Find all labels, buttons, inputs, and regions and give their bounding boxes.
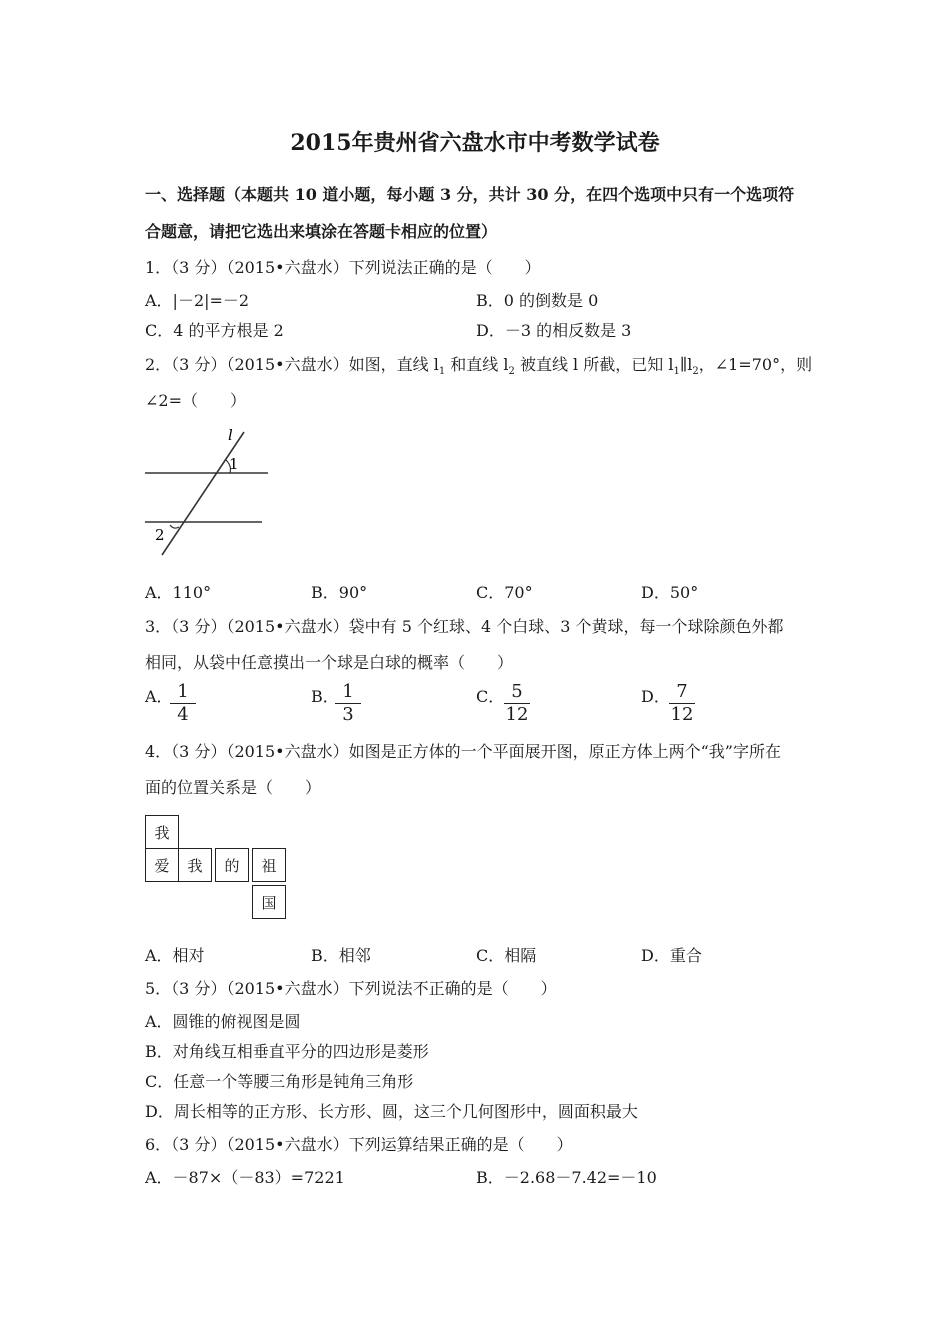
denominator: 3: [342, 704, 354, 725]
question-2-stem-part: ，∠1=70°，则: [698, 355, 813, 374]
net-cell-bottom: 国: [252, 885, 286, 919]
question-3-stem-line1: 3．（3 分）（2015•六盘水）袋中有 5 个红球、4 个白球、3 个黄球，每一个球除颜色外都: [145, 617, 784, 636]
question-4-option-d: D．重合: [641, 946, 702, 965]
question-4-option-b: B．相邻: [311, 946, 371, 965]
label-angle-1: 1: [229, 455, 239, 473]
net-cell-row-1: 爱: [145, 848, 179, 882]
question-6-option-a: A．－87×（－83）=7221: [145, 1168, 345, 1187]
net-cell-top: 我: [145, 815, 179, 849]
question-4-stem-line2: 面的位置关系是（ ）: [145, 778, 322, 797]
question-6-stem: 6．（3 分）（2015•六盘水）下列运算结果正确的是（ ）: [145, 1135, 573, 1154]
numerator: 7: [669, 681, 695, 704]
section-heading-line1: 一、选择题（本题共 10 道小题，每小题 3 分，共计 30 分，在四个选项中只有一个选项符: [145, 185, 795, 204]
question-2-option-c: C．70°: [476, 583, 533, 602]
question-3-option-b-label: B．: [311, 687, 339, 706]
parallel-lines-figure: [140, 422, 275, 562]
question-3-option-c-label: C．: [476, 687, 505, 706]
question-3-option-a-fraction: [170, 681, 196, 726]
numerator: 5: [504, 681, 530, 704]
question-1-option-c: C．4 的平方根是 2: [145, 321, 284, 340]
question-3-option-a-label: A．: [145, 687, 173, 706]
label-angle-2: 2: [155, 526, 165, 544]
net-cell-row-4: 祖: [252, 848, 286, 882]
question-4-option-a: A．相对: [145, 946, 205, 965]
question-3-option-b-fraction: [335, 681, 361, 726]
label-l: l: [228, 426, 233, 444]
question-2-stem-part: 和直线 l: [445, 355, 509, 374]
question-5-stem: 5．（3 分）（2015•六盘水）下列说法不正确的是（ ）: [145, 979, 557, 998]
question-6-option-b: B．－2.68－7.42=－10: [476, 1168, 657, 1187]
question-4-option-c: C．相隔: [476, 946, 537, 965]
question-5-option-a: A．圆锥的俯视图是圆: [145, 1012, 301, 1031]
question-5-option-c: C．任意一个等腰三角形是钝角三角形: [145, 1072, 414, 1091]
denominator: 12: [505, 704, 529, 725]
denominator: 12: [670, 704, 694, 725]
net-cell-row-3: 的: [215, 848, 249, 882]
question-2-stem-line2: ∠2=（ ）: [145, 391, 246, 410]
question-2-option-b: B．90°: [311, 583, 368, 602]
question-2-stem-part: ∥l: [679, 355, 693, 374]
question-2-option-a: A．110°: [145, 583, 212, 602]
numerator: 1: [170, 681, 196, 704]
question-3-option-c-fraction: [504, 681, 530, 726]
question-5-option-b: B．对角线互相垂直平分的四边形是菱形: [145, 1042, 429, 1061]
question-1-option-a: A．|－2|=－2: [145, 291, 250, 310]
denominator: 4: [177, 704, 189, 725]
question-2-stem-part: 2．（3 分）（2015•六盘水）如图，直线 l: [145, 355, 439, 374]
angle-2-arc: [170, 525, 179, 528]
question-1-option-d: D．－3 的相反数是 3: [476, 321, 632, 340]
question-5-option-d: D．周长相等的正方形、长方形、圆，这三个几何图形中，圆面积最大: [145, 1102, 638, 1121]
numerator: 1: [335, 681, 361, 704]
question-3-option-d-label: D．: [641, 687, 670, 706]
subscript: 2: [508, 366, 515, 378]
question-2-option-d: D．50°: [641, 583, 699, 602]
question-1-stem: 1．（3 分）（2015•六盘水）下列说法正确的是（ ）: [145, 258, 541, 277]
question-2-stem: [145, 352, 812, 377]
transversal-l: [162, 432, 244, 555]
question-3-stem-line2: 相同，从袋中任意摸出一个球是白球的概率（ ）: [145, 653, 514, 672]
net-cell-row-2: 我: [178, 848, 212, 882]
subscript: 1: [438, 366, 446, 378]
subscript: 1: [673, 366, 680, 378]
question-3-option-d-fraction: [669, 681, 695, 726]
section-heading-line2: 合题意，请把它选出来填涂在答题卡相应的位置）: [145, 222, 498, 241]
question-4-stem-line1: 4．（3 分）（2015•六盘水）如图是正方体的一个平面展开图，原正方体上两个“我”字所在: [145, 742, 781, 761]
question-1-option-b: B．0 的倒数是 0: [476, 291, 599, 310]
page-title: 2015年贵州省六盘水市中考数学试卷: [290, 130, 660, 156]
subscript: 2: [692, 366, 699, 378]
question-2-stem-part: 被直线 l 所截，已知 l: [514, 355, 674, 374]
